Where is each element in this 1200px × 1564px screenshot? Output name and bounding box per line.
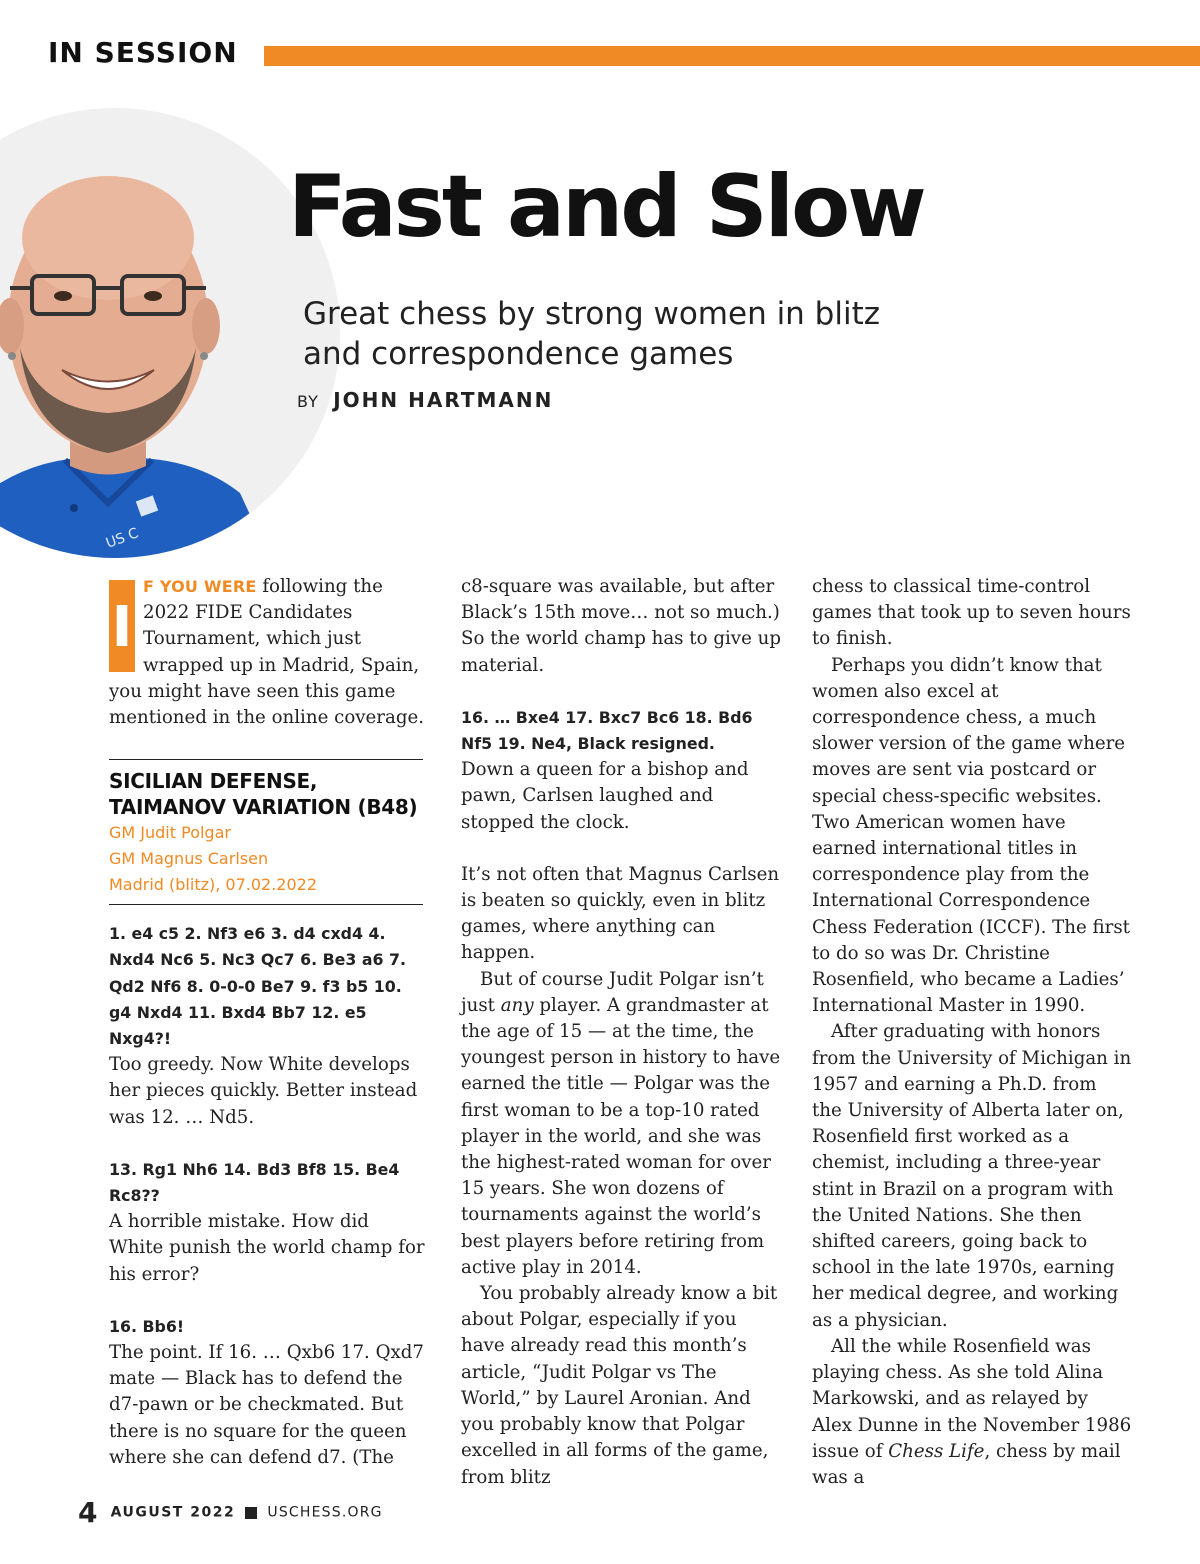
annotation: A horrible mistake. How did White punish the world champ for his error? [109, 1211, 425, 1285]
lead-in: F YOU WERE [143, 577, 257, 596]
opening-name-line-2: TAIMANOV VARIATION (B48) [109, 795, 418, 820]
game-header [109, 759, 423, 905]
intro-paragraph [109, 574, 429, 731]
annotation: The point. If 16. … Qxb6 17. Qxd7 mate — Black has to defend the d7-pawn or be checkmated. But there is no square for the queen where she can defend d7. (The [109, 1342, 425, 1468]
moves-block: 1. e4 c5 2. Nf3 e6 3. d4 cxd4 4. Nxd4 Nc6 5. Nc3 Qc7 6. Be3 a6 7. Qd2 Nf6 8. 0-0-0 Be7 9. f3 b5 10. g4 Nxd4 11. Bxd4 Bb7 12. e5 Nxg4?! [109, 924, 407, 1049]
black-player: GM Magnus Carlsen [109, 849, 269, 869]
annotation: Too greedy. Now White develops her pieces quickly. Better instead was 12. … Nd5. [109, 1054, 418, 1128]
drop-cap: I [109, 580, 135, 672]
game-event: Madrid (blitz), 07.02.2022 [109, 875, 318, 895]
paragraph: Perhaps you didn’t know that women also excel at correspondence chess, a much slower version of the game where moves are sent via postcard or special chess-specific websites. Two American women have earned international titles in correspondence play from the International Correspondence Chess Federation (ICCF). The first to do so was Dr. Christine Rosenfield, who became a Ladies’ International Master in 1990. [812, 654, 1130, 1017]
shirt-logo-text: US C [103, 525, 141, 552]
issue-month: AUGUST 2022 [110, 1504, 236, 1521]
square-separator-icon [245, 1507, 257, 1519]
subtitle-line-2: and correspondence games [303, 336, 734, 372]
column-1 [109, 574, 429, 1471]
page-number: 4 [78, 1496, 98, 1529]
byline-author: JOHN HARTMANN [333, 388, 554, 412]
article-subtitle [303, 294, 923, 374]
white-player: GM Judit Polgar [109, 823, 231, 843]
subtitle-line-1: Great chess by strong women in blitz [303, 296, 881, 332]
moves-block: 16. … Bxe4 17. Bxc7 Bc6 18. Bd6 Nf5 19. Ne4, Black resigned. [461, 707, 753, 754]
byline-by: BY [297, 392, 319, 411]
moves-block: 13. Rg1 Nh6 14. Bd3 Bf8 15. Be4 Rc8?? [109, 1159, 400, 1206]
paragraph: All the while Rosenfield was playing chess. As she told Alina Markowski, and as relayed by Alex Dunne in the November 1986 issue of Chess Life, chess by mail was a [812, 1335, 1132, 1488]
column-3 [812, 574, 1132, 1491]
paragraph: After graduating with honors from the University of Michigan in 1957 and earning a Ph.D. from the University of Alberta later on, Rosenfield first worked as a chemist, including a three-year stint in Brazil on a program with the United Nations. She then shifted careers, going back to school in the late 1970s, earning her medical degree, and working as a physician. [812, 1021, 1132, 1331]
paragraph: chess to classical time-control games that took up to seven hours to finish. [812, 576, 1131, 650]
paragraph: c8-square was available, but after Black’s 15th move… not so much.) So the world champ has to give up material. [461, 576, 781, 676]
byline [297, 388, 553, 412]
section-accent-bar [264, 46, 1200, 66]
section-label: IN SESSION [48, 36, 238, 69]
page-footer [78, 1496, 383, 1529]
annotation: Down a queen for a bishop and pawn, Carlsen laughed and stopped the clock. [461, 759, 749, 833]
website-link[interactable]: USCHESS.ORG [267, 1504, 383, 1521]
opening-name-line-1: SICILIAN DEFENSE, [109, 769, 318, 794]
article-title: Fast and Slow [288, 157, 924, 257]
paragraph: But of course Judit Polgar isn’t just any player. A grandmaster at the age of 15 — at the time, the youngest person in history to have earned the title — Polgar was the first woman to be a top-10 rated player in the world, and she was the highest-rated woman for over 15 years. She won dozens of tournaments against the world’s best players before retiring from active play in 2014. [461, 968, 781, 1278]
paragraph: It’s not often that Magnus Carlsen is beaten so quickly, even in blitz games, where anything can happen. [461, 863, 780, 964]
intro-text: following the 2022 FIDE Candidates Tournament, which just wrapped up in Madrid, Spain, you might have seen this game mentioned in the online coverage. [109, 576, 425, 729]
column-2 [461, 574, 781, 1491]
moves-block: 16. Bb6! [109, 1316, 185, 1336]
paragraph: You probably already know a bit about Polgar, especially if you have already read this month’s article, “Judit Polgar vs The World,” by Laurel Aronian. And you probably know that Polgar excelled in all forms of the game, from blitz [461, 1283, 778, 1488]
